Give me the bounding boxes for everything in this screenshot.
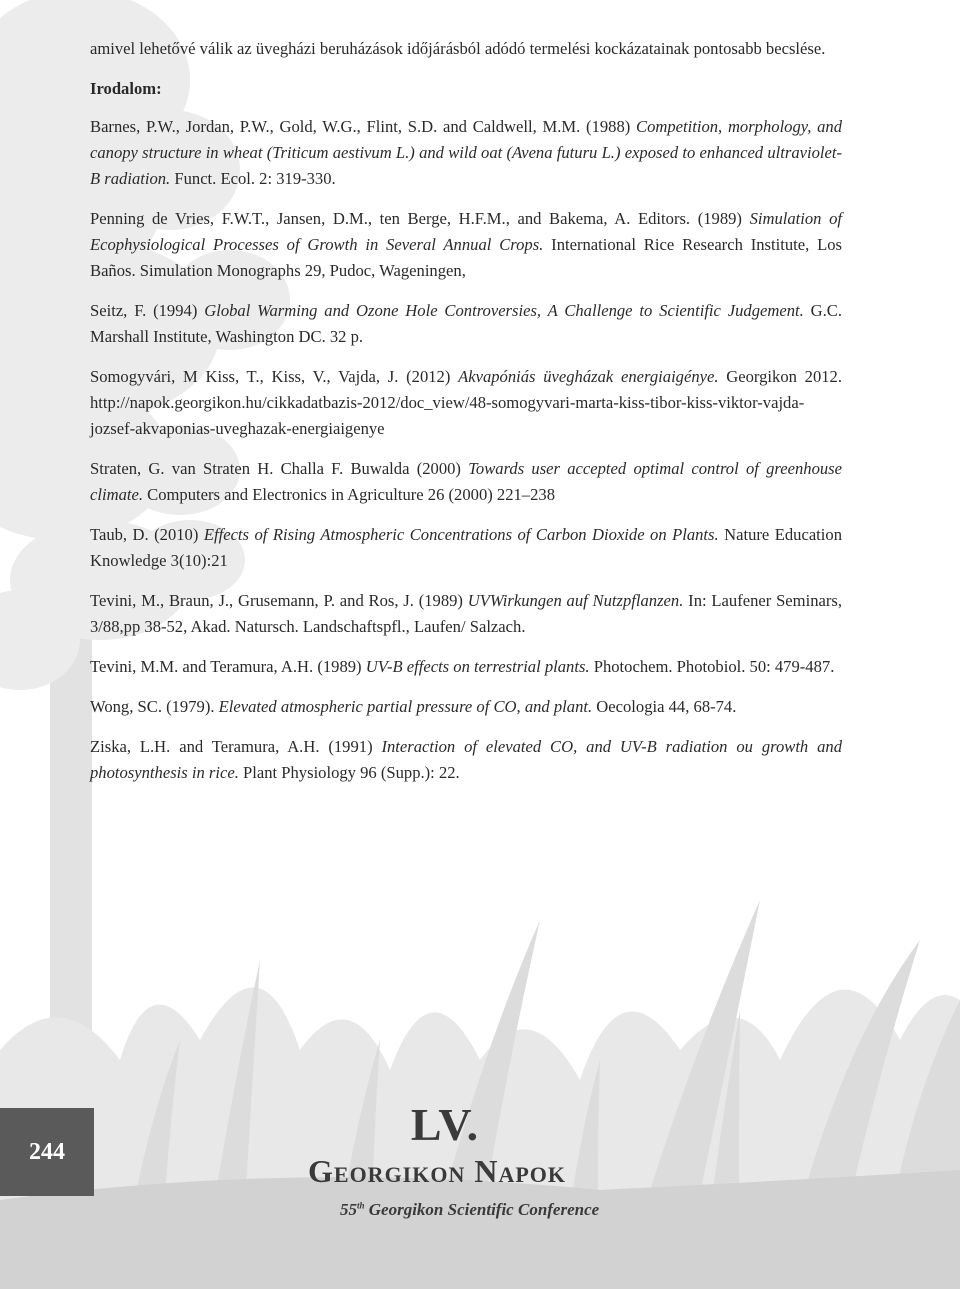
document-body [90, 36, 842, 800]
page-number: 244 [29, 1138, 65, 1165]
reference-item: Penning de Vries, F.W.T., Jansen, D.M., ten Berge, H.F.M., and Bakema, A. Editors. (1989) Simulation of Ecophysiological Processes of Growth in Several Annual Crops. International Rice Research Institute, Los Baños. Simulation Monographs 29, Pudoc, Wageningen, [90, 209, 842, 280]
reference-item: Ziska, L.H. and Teramura, A.H. (1991) Interaction of elevated CO, and UV-B radiation ou growth and photosynthesis in rice. Plant Physiology 96 (Supp.): 22. [90, 737, 843, 782]
conference-name: Georgikon Napok [308, 1153, 567, 1189]
reference-title: Effects of Rising Atmospheric Concentrations of Carbon Dioxide on Plants. [203, 525, 719, 544]
conference-subtitle: 55th Georgikon Scientific Conference [340, 1200, 600, 1219]
reference-item: Wong, SC. (1979). Elevated atmospheric partial pressure of CO, and plant. Oecologia 44, 68-74. [90, 697, 737, 716]
reference-title: UVWirkungen auf Nutzpflanzen. [467, 591, 684, 610]
reference-title: Simulation of Ecophysiological Processes of Growth in Several Annual Crops. [90, 209, 842, 254]
reference-title: Global Warming and Ozone Hole Controversies, A Challenge to Scientific Judgement. [204, 301, 804, 320]
conference-logo [300, 1098, 660, 1220]
reference-title: Competition, morphology, and canopy structure in wheat (Triticum aestivum L.) and wild oat (Avena futuru L.) exposed to enhanced ultraviolet-B radiation. [90, 117, 842, 188]
reference-item: Seitz, F. (1994) Global Warming and Ozone Hole Controversies, A Challenge to Scientific Judgement. G.C. Marshall Institute, Washington DC. 32 p. [90, 301, 843, 346]
reference-item: Somogyvári, M Kiss, T., Kiss, V., Vajda, J. (2012) Akvapóniás üvegházak energiaigénye. Georgikon 2012. http://napok.georgikon.hu/cikkadatbazis-2012/doc_view/48-somogyvari-marta-kiss-tibor-kiss-viktor-vajda-jozsef-akvaponias-uveghazak-energiaigenye [90, 367, 842, 438]
references-heading: Irodalom: [90, 79, 162, 98]
reference-item: Tevini, M., Braun, J., Grusemann, P. and Ros, J. (1989) UVWirkungen auf Nutzpflanzen. In: Laufener Seminars, 3/88,pp 38-52, Akad. Natursch. Landschaftspfl., Laufen/ Salzach. [90, 591, 842, 636]
page-number-badge [0, 1108, 94, 1196]
reference-title: UV-B effects on terrestrial plants. [365, 657, 590, 676]
reference-title: Towards user accepted optimal control of greenhouse climate. [90, 459, 842, 504]
reference-item: Taub, D. (2010) Effects of Rising Atmospheric Concentrations of Carbon Dioxide on Plants. Nature Education Knowledge 3(10):21 [90, 525, 842, 570]
reference-title: Interaction of elevated CO, and UV-B radiation ou growth and photosynthesis in rice. [90, 737, 843, 782]
reference-item: Tevini, M.M. and Teramura, A.H. (1989) UV-B effects on terrestrial plants. Photochem. Photobiol. 50: 479-487. [90, 657, 835, 676]
reference-item: Straten, G. van Straten H. Challa F. Buwalda (2000) Towards user accepted optimal control of greenhouse climate. Computers and Electronics in Agriculture 26 (2000) 221–238 [90, 459, 842, 504]
reference-title: Elevated atmospheric partial pressure of CO, and plant. [218, 697, 593, 716]
reference-item: Barnes, P.W., Jordan, P.W., Gold, W.G., Flint, S.D. and Caldwell, M.M. (1988) Competition, morphology, and canopy structure in wheat (Triticum aestivum L.) and wild oat (Avena futuru L.) exposed to enhanced ultraviolet-B radiation. Funct. Ecol. 2: 319-330. [90, 117, 842, 188]
conference-edition: LV. [410, 1099, 480, 1150]
reference-title: Akvapóniás üvegházak energiaigénye. [458, 367, 719, 386]
intro-paragraph: amivel lehetővé válik az üvegházi beruházások időjárásból adódó termelési kockázatainak pontosabb becslése. [90, 39, 826, 58]
